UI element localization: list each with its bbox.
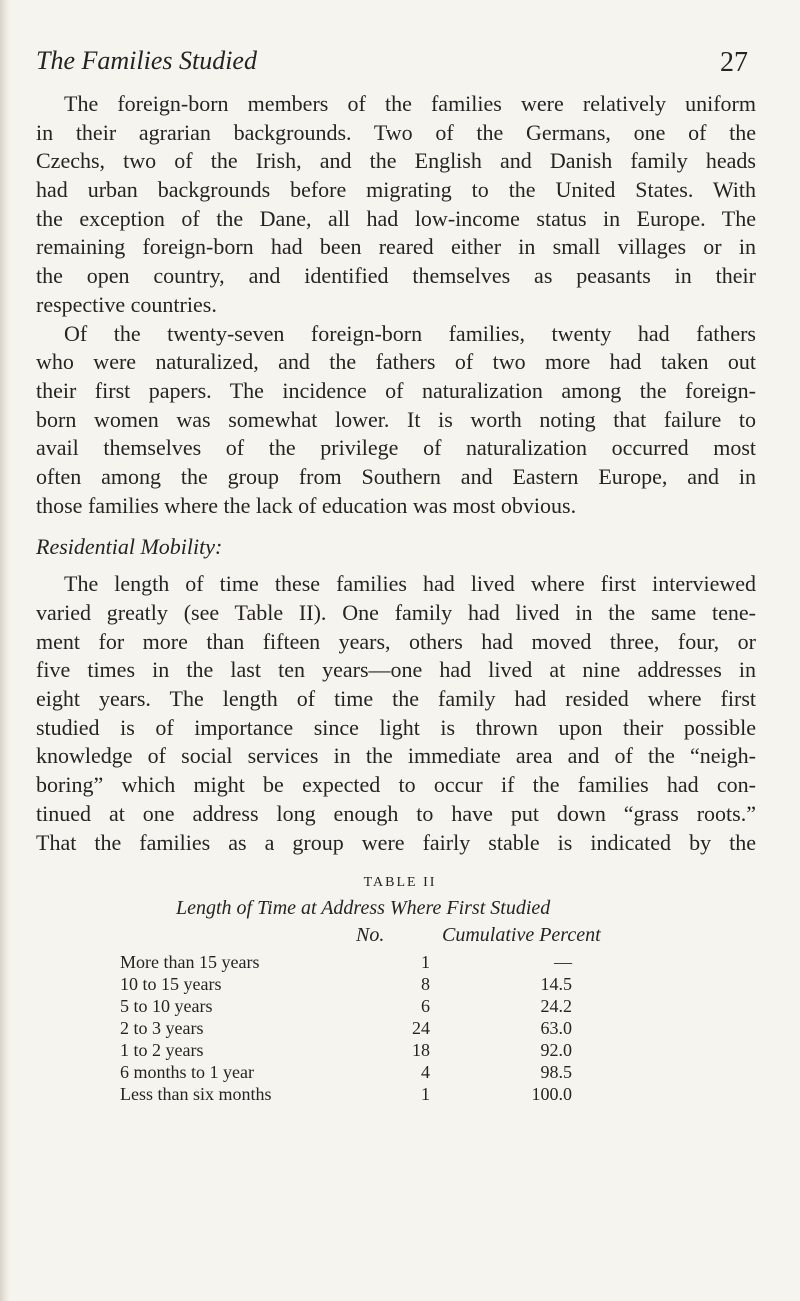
text-line: the open country, and identified themselves as peasants in their	[36, 263, 756, 289]
row-cumulative-percent: 100.0	[531, 1084, 572, 1104]
text-line: eight years. The length of time the family had resided where first	[36, 686, 756, 712]
row-cumulative-percent: 14.5	[540, 974, 572, 994]
text-line: in their agrarian backgrounds. Two of the Germans, one of the	[36, 119, 756, 145]
row-label: Less than six months	[120, 1084, 272, 1104]
text-line: had urban backgrounds before migrating to the United States. With	[36, 177, 756, 203]
paragraph-agrarian-backgrounds	[36, 90, 756, 320]
page-header	[36, 46, 748, 86]
text-line: Of the twenty-seven foreign-born families, twenty had fathers	[64, 320, 756, 346]
row-cumulative-percent: —	[554, 952, 572, 972]
table-row	[120, 1083, 680, 1105]
table-ii	[120, 870, 680, 1104]
row-cumulative-percent: 63.0	[540, 1018, 572, 1038]
text-line: often among the group from Southern and Eastern Europe, and in	[36, 463, 756, 489]
text-line: the exception of the Dane, all had low-income status in Europe. The	[36, 205, 756, 231]
row-label: 2 to 3 years	[120, 1018, 204, 1038]
paragraph-naturalization	[36, 320, 756, 521]
page-number: 27	[720, 47, 748, 78]
section-heading: Residential Mobility:	[36, 534, 223, 560]
text-line: boring” which might be expected to occur if the families had con-	[36, 772, 756, 798]
row-count: 1	[421, 952, 430, 972]
text-line: knowledge of social services in the immediate area and of the “neigh-	[36, 743, 756, 769]
table-label: TABLE II	[363, 875, 437, 890]
row-count: 24	[412, 1018, 430, 1038]
page-binding-edge	[0, 0, 10, 1301]
table-row	[120, 995, 680, 1017]
text-line: The length of time these families had lived where first interviewed	[64, 571, 756, 597]
text-line: five times in the last ten years—one had lived at nine addresses in	[36, 657, 756, 683]
text-line: those families where the lack of education was most obvious.	[36, 492, 577, 518]
text-line: Czechs, two of the Irish, and the English and Danish family heads	[36, 148, 756, 174]
row-label: 6 months to 1 year	[120, 1062, 254, 1082]
row-cumulative-percent: 92.0	[540, 1040, 572, 1060]
text-line: respective countries.	[36, 291, 217, 317]
row-label: 1 to 2 years	[120, 1040, 204, 1060]
text-line: avail themselves of the privilege of naturalization occurred most	[36, 435, 756, 461]
row-count: 8	[421, 974, 430, 994]
table-body	[120, 951, 680, 1105]
text-line: remaining foreign-born had been reared either in small villages or in	[36, 234, 756, 260]
row-cumulative-percent: 24.2	[540, 996, 572, 1016]
text-line: studied is of importance since light is thrown upon their possible	[36, 714, 756, 740]
text-line: tinued at one address long enough to have put down “grass roots.”	[36, 800, 756, 826]
text-line: ment for more than fifteen years, others had moved three, four, or	[36, 628, 756, 654]
row-count: 4	[421, 1062, 430, 1082]
running-title: The Families Studied	[36, 46, 257, 75]
text-line: born women was somewhat lower. It is worth noting that failure to	[36, 406, 756, 432]
table-caption: Length of Time at Address Where First Studied	[176, 897, 551, 919]
row-count: 6	[421, 996, 430, 1016]
text-line: That the families as a group were fairly stable is indicated by the	[36, 829, 756, 855]
table-row	[120, 1061, 680, 1083]
text-line: who were naturalized, and the fathers of two more had taken out	[36, 349, 756, 375]
row-count: 1	[421, 1084, 430, 1104]
row-count: 18	[412, 1040, 430, 1060]
row-label: More than 15 years	[120, 952, 260, 972]
text-line: varied greatly (see Table II). One family had lived in the same tene-	[36, 600, 756, 625]
table-row	[120, 973, 680, 995]
text-line: The foreign-born members of the families were relatively uniform	[64, 91, 756, 116]
column-header-no: No.	[356, 924, 385, 946]
section-residential-mobility	[36, 524, 756, 857]
text-line: their first papers. The incidence of naturalization among the foreign-	[36, 377, 756, 403]
row-label: 10 to 15 years	[120, 974, 222, 994]
table-row	[120, 1039, 680, 1061]
body-text	[36, 90, 756, 857]
table-row	[120, 1017, 680, 1039]
row-label: 5 to 10 years	[120, 996, 213, 1016]
column-header-cumulative: Cumulative Percent	[442, 924, 601, 946]
row-cumulative-percent: 98.5	[540, 1062, 572, 1082]
table-row	[120, 951, 680, 973]
